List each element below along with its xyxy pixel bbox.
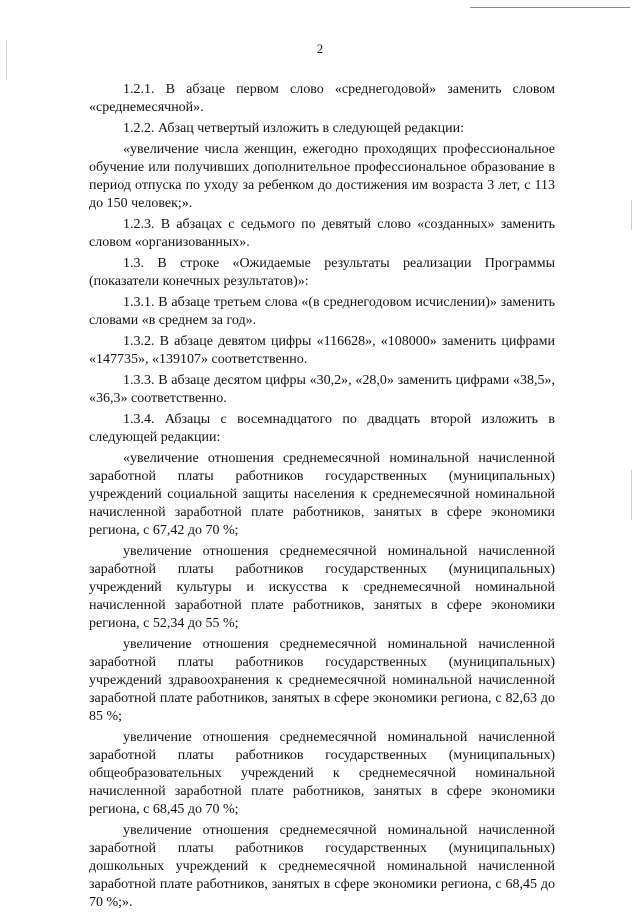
document-body (89, 81, 555, 915)
paragraph-1-2-3: 1.2.3. В абзацах с седьмого по девятый слово «созданных» заменить словом «организованных». (89, 217, 555, 250)
paragraph-general-education: увеличение отношения среднемесячной номинальной начисленной заработной платы работников государственных (муниципальных) общеобразовательных учреждений к среднемесячной номинальной начисленной заработной плате работников, занятых в сфере экономики региона, с 68,45 до 70 %; (89, 730, 555, 817)
paragraph-1-3-4: 1.3.4. Абзацы с восемнадцатого по двадцать второй изложить в следующей редакции: (89, 412, 555, 445)
paragraph-1-3-2: 1.3.2. В абзаце девятом цифры «116628», «108000» заменить цифрами «147735», «139107» соответственно. (89, 334, 555, 367)
page-number: 2 (316, 42, 324, 56)
scan-margin-mark (631, 470, 632, 520)
paragraph-quote-women-training: «увеличение числа женщин, ежегодно проходящих профессиональное обучение или получивших дополнительное профессиональное образование в период отпуска по уходу за ребенком до достижения им возраста 3 лет, с 113 до 150 человек;». (89, 142, 555, 211)
top-edge-line (470, 7, 630, 8)
paragraph-1-3-3: 1.3.3. В абзаце десятом цифры «30,2», «28,0» заменить цифрами «38,5», «36,3» соответственно. (89, 373, 555, 406)
scan-margin-mark (631, 200, 632, 230)
paragraph-healthcare: увеличение отношения среднемесячной номинальной начисленной заработной платы работников государственных (муниципальных) учреждений здравоохранения к среднемесячной номинальной начисленной заработной плате работников, занятых в сфере экономики региона, с 82,63 до 85 %; (89, 637, 555, 724)
paragraph-culture: увеличение отношения среднемесячной номинальной начисленной заработной платы работников государственных (муниципальных) учреждений культуры и искусства к среднемесячной номинальной начисленной заработной плате работников, занятых в сфере экономики региона, с 52,34 до 55 %; (89, 544, 555, 631)
paragraph-1-2-2: 1.2.2. Абзац четвертый изложить в следующей редакции: (123, 121, 464, 136)
paragraph-social-protection: «увеличение отношения среднемесячной номинальной начисленной заработной платы работников государственных (муниципальных) учреждений социальной защиты населения к среднемесячной номинальной начисленной заработной плате работников, занятых в сфере экономики региона, с 67,42 до 70 %; (89, 451, 555, 538)
paragraph-preschool: увеличение отношения среднемесячной номинальной начисленной заработной платы работников государственных (муниципальных) дошкольных учреждений к среднемесячной номинальной начисленной заработной плате работников, занятых в сфере экономики региона, с 68,45 до 70 %;». (89, 823, 555, 910)
paragraph-1-3-1: 1.3.1. В абзаце третьем слова «(в среднегодовом исчислении)» заменить словами «в среднем за год». (89, 295, 555, 328)
paragraph-1-2-1: 1.2.1. В абзаце первом слово «среднегодовой» заменить словом «среднемесячной». (89, 82, 555, 115)
paragraph-1-3: 1.3. В строке «Ожидаемые результаты реализации Программы (показатели конечных результатов)»: (89, 256, 555, 289)
